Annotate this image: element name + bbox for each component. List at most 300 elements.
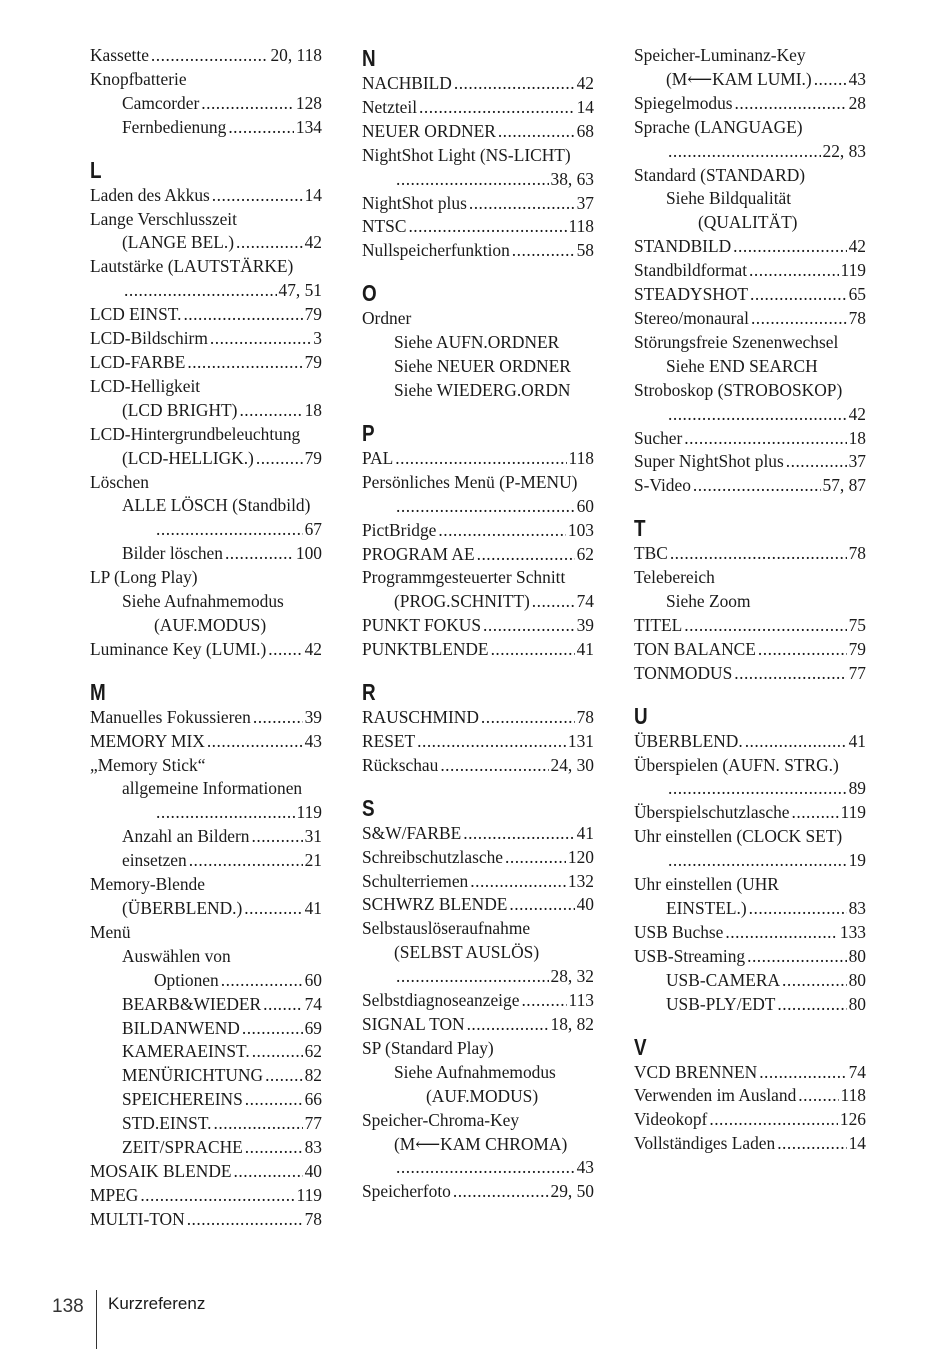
page-reference: 68 <box>576 120 594 141</box>
index-term: EINSTEL.) <box>666 898 747 918</box>
dot-leader <box>512 239 575 263</box>
dot-leader <box>124 279 277 303</box>
page-reference: 58 <box>576 240 594 261</box>
index-entry: Überspielen (AUFN. STRG.) <box>634 754 839 775</box>
page-reference: 31 <box>304 826 322 847</box>
page-footer <box>0 1290 950 1349</box>
index-entry: Lange Verschlusszeit <box>90 208 237 229</box>
index-entry: Programmgesteuerter Schnitt <box>362 567 566 588</box>
page-reference: 22, 83 <box>822 140 866 161</box>
index-entry <box>634 474 866 498</box>
index-entry <box>90 825 322 849</box>
index-entry <box>634 259 866 283</box>
dot-leader <box>798 1084 838 1108</box>
page-reference: 38, 63 <box>550 168 594 189</box>
dot-leader <box>396 1156 575 1180</box>
index-term: Anzahl an Bildern <box>122 826 250 847</box>
dot-leader <box>151 44 269 68</box>
page-reference: 80 <box>848 969 866 990</box>
index-entry: Störungsfreie Szenenwechsel <box>634 331 839 352</box>
page-reference: 119 <box>840 260 866 281</box>
index-entry: Lautstärke (LAUTSTÄRKE) <box>90 256 294 277</box>
index-entry <box>90 1088 322 1112</box>
section-label: Kurzreferenz <box>108 1294 206 1313</box>
index-term: Verwenden im Ausland <box>634 1085 797 1106</box>
dot-leader <box>201 92 294 116</box>
page-reference: 113 <box>568 990 594 1011</box>
index-term: Nullspeicherfunktion <box>362 240 510 261</box>
index-term: Schreibschutzlasche <box>362 846 504 867</box>
index-term: ÜBERBLEND. <box>634 730 743 751</box>
page-reference: 18 <box>304 399 322 420</box>
page-reference: 126 <box>839 1109 866 1130</box>
dot-leader <box>244 897 302 921</box>
index-term: BILDANWEND <box>122 1017 240 1038</box>
page-reference: 18 <box>848 427 866 448</box>
index-term: LCD-FARBE <box>90 351 186 372</box>
dot-leader <box>228 116 294 140</box>
page-reference: 128 <box>295 92 322 113</box>
dot-leader <box>758 638 847 662</box>
index-entry <box>90 849 322 873</box>
page-reference: 43 <box>576 1157 594 1178</box>
index-term: Optionen <box>154 969 219 990</box>
dot-leader <box>408 215 566 239</box>
index-entry <box>90 116 322 140</box>
index-entry <box>634 777 866 801</box>
dot-leader <box>469 192 575 216</box>
page-reference: 78 <box>848 307 866 328</box>
page-reference: 74 <box>848 1061 866 1082</box>
page-reference: 3 <box>313 328 322 349</box>
index-entry: Speicher-Chroma-Key <box>362 1109 520 1130</box>
page-reference: 78 <box>848 543 866 564</box>
dot-leader <box>245 1136 303 1160</box>
dot-leader <box>521 989 566 1013</box>
index-entry <box>634 235 866 259</box>
index-term: STANDBILD <box>634 236 732 257</box>
index-letter-heading: O <box>362 280 377 307</box>
index-entry <box>90 279 322 303</box>
dot-leader <box>491 638 575 662</box>
index-entry <box>634 614 866 638</box>
index-entry <box>362 965 594 989</box>
index-entry: Standard (STANDARD) <box>634 164 806 185</box>
page-reference: 79 <box>304 447 322 468</box>
index-letter-heading: P <box>362 419 375 446</box>
index-term: MULTI-TON <box>90 1208 185 1229</box>
dot-leader <box>470 870 566 894</box>
page-reference: 60 <box>304 969 322 990</box>
dot-leader <box>214 1112 303 1136</box>
index-entry <box>362 447 594 471</box>
index-entry <box>362 543 594 567</box>
index-entry: Uhr einstellen (UHR <box>634 874 779 895</box>
dot-leader <box>210 327 311 351</box>
page-reference: 57, 87 <box>822 475 866 496</box>
page-reference: 40 <box>576 894 594 915</box>
index-term: Schulterriemen <box>362 870 469 891</box>
dot-leader <box>483 614 575 638</box>
dot-leader <box>221 969 303 993</box>
index-entry <box>634 283 866 307</box>
index-term: SPEICHEREINS <box>122 1089 243 1110</box>
index-entry <box>90 44 322 68</box>
index-entry <box>90 351 322 375</box>
index-entry <box>362 72 594 96</box>
page-reference: 132 <box>567 870 594 891</box>
dot-leader <box>693 474 821 498</box>
index-entry: (QUALITÄT) <box>698 212 798 233</box>
index-entry <box>362 614 594 638</box>
index-letter-heading: S <box>362 794 375 821</box>
dot-leader <box>745 730 847 754</box>
page-reference: 19 <box>848 850 866 871</box>
index-term: Überspielschutzlasche <box>634 802 790 823</box>
page-reference: 78 <box>304 1208 322 1229</box>
page-reference: 83 <box>848 898 866 918</box>
index-entry: Siehe Zoom <box>666 591 751 612</box>
index-entry: LP (Long Play) <box>90 567 198 588</box>
page-reference: 42 <box>848 403 866 424</box>
page-reference: 41 <box>304 898 322 918</box>
index-entry: NightShot Light (NS-LICHT) <box>362 144 571 165</box>
index-entry: Löschen <box>90 471 149 492</box>
index-entry: „Memory Stick“ <box>90 754 206 775</box>
index-entry <box>90 897 322 921</box>
page-reference: 21 <box>304 850 322 871</box>
index-entry <box>90 993 322 1017</box>
index-entry <box>362 1156 594 1180</box>
index-entry <box>362 1180 594 1204</box>
index-entry <box>362 638 594 662</box>
dot-leader <box>183 303 302 327</box>
index-entry: Siehe Bildqualität <box>666 188 792 209</box>
dot-leader <box>438 519 566 543</box>
dot-leader <box>236 231 303 255</box>
dot-leader <box>212 184 303 208</box>
index-entry <box>634 897 866 921</box>
index-letter-heading: U <box>634 702 648 729</box>
index-entry <box>90 1064 322 1088</box>
index-entry: Siehe Aufnahmemodus <box>394 1061 556 1082</box>
index-entry: LCD-Hintergrundbeleuchtung <box>90 423 301 444</box>
index-entry <box>90 1160 322 1184</box>
index-entry <box>634 849 866 873</box>
index-term: (LCD-HELLIGK.) <box>122 447 254 468</box>
page-reference: 103 <box>567 519 594 540</box>
index-entry <box>90 399 322 423</box>
dot-leader <box>252 1040 303 1064</box>
dot-leader <box>782 969 847 993</box>
dot-leader <box>751 307 847 331</box>
index-entry <box>362 96 594 120</box>
index-term: RAUSCHMIND <box>362 707 479 728</box>
page-reference: 24, 30 <box>550 754 594 775</box>
index-entry: Telebereich <box>634 567 715 588</box>
page-reference: 134 <box>295 116 322 137</box>
index-entry <box>90 801 322 825</box>
index-term: Spiegelmodus <box>634 92 733 113</box>
page-reference: 41 <box>576 822 594 843</box>
page-reference: 20, 118 <box>270 45 322 65</box>
dot-leader <box>734 662 846 686</box>
index-term: Speicherfoto <box>362 1181 451 1202</box>
dot-leader <box>156 801 295 825</box>
index-entry <box>90 1136 322 1160</box>
index-entry <box>362 730 594 754</box>
dot-leader <box>747 945 847 969</box>
page-reference: 74 <box>304 993 322 1014</box>
page-reference: 119 <box>296 802 322 823</box>
page-reference: 65 <box>848 284 866 305</box>
dot-leader <box>239 399 302 423</box>
index-entry <box>90 231 322 255</box>
dot-leader <box>792 801 839 825</box>
index-term: PUNKTBLENDE <box>362 639 489 660</box>
index-letter-heading: T <box>634 515 646 542</box>
page-reference: 119 <box>840 802 866 823</box>
dot-leader <box>225 542 294 566</box>
page-reference: 100 <box>295 543 322 564</box>
page-reference: 14 <box>848 1133 866 1154</box>
index-term: TITEL <box>634 614 683 635</box>
dot-leader <box>668 140 821 164</box>
index-entry: Speicher-Luminanz-Key <box>634 45 806 65</box>
page-reference: 62 <box>304 1041 322 1062</box>
page-reference: 39 <box>576 615 594 636</box>
page-reference: 131 <box>567 730 594 751</box>
index-entry <box>362 846 594 870</box>
dot-leader <box>463 822 574 846</box>
index-entry: Persönliches Menü (P-MENU) <box>362 471 578 492</box>
index-entry <box>362 120 594 144</box>
index-entry <box>362 989 594 1013</box>
index-term: Camcorder <box>122 92 200 113</box>
index-term: MOSAIK BLENDE <box>90 1160 232 1181</box>
index-letter-heading: L <box>90 156 102 183</box>
index-entry <box>634 1132 866 1156</box>
index-term: (ÜBERBLEND.) <box>122 898 243 918</box>
index-entry <box>362 215 594 239</box>
index-entry <box>634 993 866 1017</box>
page-reference: 80 <box>848 993 866 1014</box>
index-entry <box>90 1184 322 1208</box>
page-reference: 29, 50 <box>550 1181 594 1202</box>
index-entry: Selbstauslöseraufnahme <box>362 918 531 939</box>
page-reference: 83 <box>304 1137 322 1158</box>
index-entry: Knopfbatterie <box>90 68 187 89</box>
index-entry <box>90 447 322 471</box>
dot-leader <box>532 590 575 614</box>
dot-leader <box>786 450 847 474</box>
index-entry <box>634 1108 866 1132</box>
page-reference: 18, 82 <box>550 1014 594 1034</box>
index-term: NTSC <box>362 216 407 237</box>
index-term: TONMODUS <box>634 662 733 683</box>
index-entry <box>634 969 866 993</box>
index-entry <box>362 893 594 917</box>
dot-leader <box>453 1180 549 1204</box>
index-entry <box>634 427 866 451</box>
index-entry <box>634 921 866 945</box>
index-entry <box>90 969 322 993</box>
index-term: PROGRAM AE <box>362 543 475 564</box>
index-entry <box>362 590 594 614</box>
index-term: Sucher <box>634 427 683 448</box>
dot-leader <box>670 542 847 566</box>
index-term: USB-PLY/EDT <box>666 993 776 1014</box>
page-reference: 80 <box>848 945 866 966</box>
dot-leader <box>733 235 846 259</box>
index-entry: (AUF.MODUS) <box>154 614 267 635</box>
index-entry <box>90 1017 322 1041</box>
page-reference: 42 <box>304 638 322 659</box>
dot-leader <box>668 777 847 801</box>
dot-leader <box>242 1017 303 1041</box>
page-reference: 42 <box>848 236 866 257</box>
index-entry <box>634 403 866 427</box>
dot-leader <box>684 427 846 451</box>
dot-leader <box>140 1184 294 1208</box>
page-reference: 40 <box>304 1160 322 1181</box>
index-term: PUNKT FOKUS <box>362 615 482 636</box>
index-entry <box>634 542 866 566</box>
page-reference: 79 <box>304 304 322 325</box>
index-term: TON BALANCE <box>634 638 756 659</box>
page-reference: 39 <box>304 706 322 727</box>
page-reference: 28, 32 <box>550 966 594 987</box>
index-term: Vollständiges Laden <box>634 1133 776 1154</box>
index-term: Standbildformat <box>634 260 748 281</box>
index-term: Luminance Key (LUMI.) <box>90 638 267 659</box>
index-entry <box>362 495 594 519</box>
index-entry: (M⟵KAM CHROMA) <box>394 1133 568 1154</box>
dot-leader <box>207 730 303 754</box>
index-term: Netzteil <box>362 96 418 117</box>
page-reference: 69 <box>304 1017 322 1038</box>
index-term: S-Video <box>634 475 691 496</box>
page-reference: 89 <box>848 778 866 799</box>
page-reference: 74 <box>576 591 594 612</box>
index-entry: Siehe NEUER ORDNER <box>394 356 571 377</box>
index-term: MENÜRICHTUNG <box>122 1065 264 1086</box>
index-entry <box>634 68 866 92</box>
index-entry: (SELBST AUSLÖS) <box>394 942 540 963</box>
index-entry <box>362 822 594 846</box>
index-term: NightShot plus <box>362 192 467 213</box>
page-reference: 118 <box>840 1085 866 1106</box>
index-entry: SP (Standard Play) <box>362 1037 494 1058</box>
index-term: Laden des Akkus <box>90 184 210 205</box>
page-reference: 42 <box>576 73 594 93</box>
page-reference: 28 <box>848 92 866 113</box>
page-reference: 77 <box>304 1113 322 1134</box>
index-term: BEARB&WIEDER <box>122 993 262 1014</box>
dot-leader <box>454 72 575 96</box>
index-entry: Sprache (LANGUAGE) <box>634 116 803 137</box>
index-entry <box>362 192 594 216</box>
dot-leader <box>440 754 548 778</box>
index-term: MPEG <box>90 1184 139 1205</box>
dot-leader <box>189 849 303 873</box>
index-term: USB Buchse <box>634 921 724 942</box>
dot-leader <box>481 706 575 730</box>
dot-leader <box>234 1160 303 1184</box>
dot-leader <box>417 730 566 754</box>
index-term: (M⟵KAM LUMI.) <box>666 68 812 89</box>
index-entry <box>634 1061 866 1085</box>
index-entry: Memory-Blende <box>90 874 205 895</box>
index-term: Manuelles Fokussieren <box>90 706 251 727</box>
index-entry: Ordner <box>362 308 412 329</box>
index-term: Selbstdiagnoseanzeige <box>362 990 520 1011</box>
index-entry: Menü <box>90 921 131 942</box>
dot-leader <box>396 495 575 519</box>
dot-leader <box>396 965 549 989</box>
index-term: Bilder löschen <box>122 543 223 564</box>
page-reference: 42 <box>304 232 322 253</box>
page-reference: 118 <box>568 216 594 237</box>
page-reference: 118 <box>568 447 594 468</box>
index-term: einsetzen <box>122 850 187 871</box>
index-term: LCD-Bildschirm <box>90 328 208 349</box>
dot-leader <box>749 259 839 283</box>
page-reference: 37 <box>848 451 866 472</box>
dot-leader <box>814 68 847 92</box>
dot-leader <box>759 1061 846 1085</box>
index-entry <box>362 519 594 543</box>
dot-leader <box>735 92 847 116</box>
index-term: SIGNAL TON <box>362 1014 465 1034</box>
dot-leader <box>668 849 847 873</box>
index-entry: Siehe WIEDERG.ORDN <box>394 379 571 400</box>
page-reference: 67 <box>304 519 322 540</box>
index-entry <box>90 303 322 327</box>
footer-divider <box>96 1290 97 1349</box>
index-term: (LCD BRIGHT) <box>122 399 238 420</box>
page-reference: 77 <box>848 662 866 683</box>
index-term: Fernbedienung <box>122 116 227 137</box>
index-entry <box>634 307 866 331</box>
index-entry <box>634 1084 866 1108</box>
index-entry <box>634 801 866 825</box>
index-term: LCD EINST. <box>90 304 182 325</box>
dot-leader <box>749 897 847 921</box>
index-entry <box>90 1112 322 1136</box>
index-entry: Siehe Aufnahmemodus <box>122 591 284 612</box>
index-term: RESET <box>362 730 416 751</box>
index-entry: Auswählen von <box>122 945 231 966</box>
page-reference: 47, 51 <box>278 280 322 301</box>
dot-leader <box>498 120 575 144</box>
page-reference: 75 <box>848 614 866 635</box>
index-term: NEUER ORDNER <box>362 120 496 141</box>
dot-leader <box>265 1064 303 1088</box>
index-entry <box>90 638 322 662</box>
page-reference: 120 <box>567 846 594 867</box>
dot-leader <box>252 825 303 849</box>
index-letter-heading: N <box>362 45 376 71</box>
index-entry <box>634 945 866 969</box>
index-entry <box>634 140 866 164</box>
page-reference: 14 <box>576 96 594 117</box>
index-entry: allgemeine Informationen <box>122 778 303 799</box>
index-entry <box>362 168 594 192</box>
page-reference: 43 <box>304 730 322 751</box>
dot-leader <box>396 168 549 192</box>
page-number: 138 <box>52 1296 84 1317</box>
